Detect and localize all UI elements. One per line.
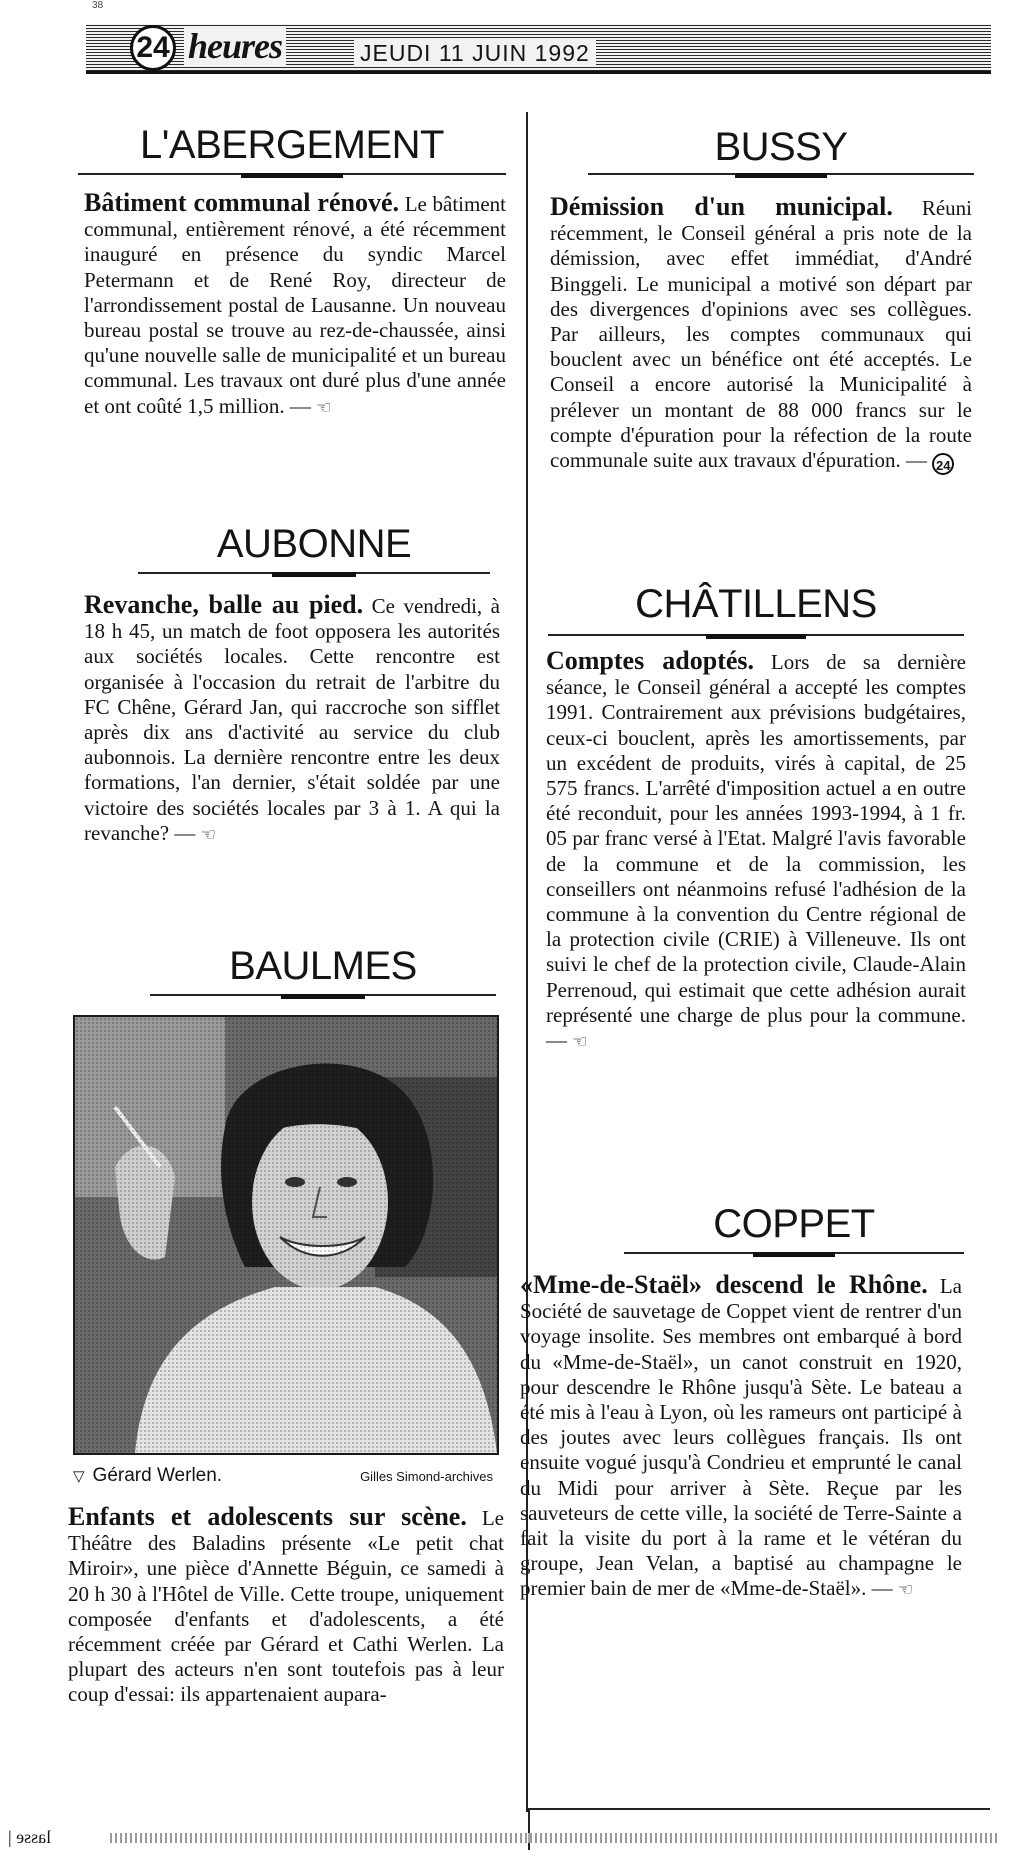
story-body: La Société de sauvetage de Coppet vient de rentrer d'un voyage insolite. Ses membres ont embarqué à bord du «Mme-de-Staël», un canot construit en 1920, pour descendre le Rhône jusqu'à Sète. Le bateau a été mis à l'eau à Lyon, où les rameurs ont participé à des joutes avec leurs collègues français. Ils ont ensuite vogué jusqu'à Condrieu et emprunté le canal du Midi pour arriver à Sète. Reçue par les sauveteurs de cette ville, la société de Terre-Sainte a fait la visite du port à la rame et le vétéran du groupe, Jean Velan, a baptisé au champagne le premier bain de mer de «Mme-de-Staël». — <box>520 1274 962 1601</box>
story-aubonne <box>84 592 500 848</box>
author-sign-24-icon: 24 <box>932 453 954 475</box>
heading-coppet <box>624 1202 964 1254</box>
page-number: 38 <box>92 0 104 11</box>
story-body: Ce vendredi, à 18 h 45, un match de foot opposera les autorités aux sociétés locales. Cette rencontre est organisée à l'occasion du retrait de l'arbitre du FC Chêne, Gérard Jan, qui raccroche son sifflet après dix ans d'activité au service du club aubonnois. La dernière rencontre entre les deux formations, l'an dernier, s'était soldée par une victoire des sociétés locales par 3 à 1. A qui la revanche? — <box>84 594 500 845</box>
story-body: Lors de sa dernière séance, le Conseil général a accepté les comptes 1991. Contrairement aux prévisions budgétaires, ceux-ci bouclent, après les amortissements, par un excédent de produits, virés à capital, de 25 575 francs. L'arrêté d'imposition actuel a en outre été reconduit, pour les années 1993-1994, à 1 fr. 05 par franc versé à l'Etat. Malgré l'avis favorable de la commune et de la commission, les conseillers ont néanmoins refusé l'adhésion de la commune à la convention du Centre régional de la protection civile (CRIE) à Villeneuve. Ils ont suivi le chef de la protection civile, Claude-Alain Perrenoud, qui estimait que cette adhésion aurait représenté une charge de plus pour la commune. — <box>546 650 967 1053</box>
story-headline: «Mme-de-Staël» descend le Rhône. <box>520 1270 928 1299</box>
triangle-icon: ▽ <box>73 1468 85 1485</box>
locality-title: BAULMES <box>229 944 417 988</box>
story-headline: Enfants et adolescents sur scène. <box>68 1502 467 1531</box>
photo-caption <box>73 1465 499 1487</box>
story-headline: Bâtiment communal rénové. <box>84 188 399 217</box>
story-headline: Démission d'un municipal. <box>550 192 893 221</box>
heading-rule <box>78 173 506 175</box>
locality-title: CHÂTILLENS <box>635 582 877 626</box>
heading-abergement <box>78 123 506 175</box>
locality-title: L'ABERGEMENT <box>140 123 444 167</box>
story-body: Réuni récemment, le Conseil général a pris note de la démission, avec effet immédiat, d'André Binggeli. Le municipal a motivé son départ par des divergences d'opinions avec ses collègues. Par ailleurs, les comptes communaux qui bouclent avec un bénéfice ont été acceptés. Le Conseil a encore autorisé la Municipalité à prélever un montant de 88 000 francs sur le compte d'épuration pour la réfection de la route communale suite aux travaux d'épuration. — <box>550 196 972 473</box>
heading-chatillens <box>548 582 964 636</box>
locality-title: AUBONNE <box>216 522 412 566</box>
story-headline: Comptes adoptés. <box>546 646 755 675</box>
issue-date: JEUDI 11 JUIN 1992 <box>354 39 596 67</box>
heading-rule <box>624 1252 964 1254</box>
heading-baulmes <box>150 944 496 996</box>
masthead <box>86 24 991 74</box>
heading-rule <box>548 634 964 636</box>
caption-text: Gérard Werlen. <box>92 1465 223 1486</box>
story-abergement <box>84 190 506 421</box>
photo-credit: Gilles Simond-archives <box>360 1469 493 1484</box>
story-coppet <box>520 1272 962 1604</box>
author-sign-icon: ☜ <box>200 824 216 845</box>
locality-title: BUSSY <box>714 125 848 169</box>
story-headline: Revanche, balle au pied. <box>84 590 364 619</box>
portrait-image <box>75 1017 497 1453</box>
heading-bussy <box>588 125 974 175</box>
bleed-through-text: lasse | <box>8 1827 52 1847</box>
story-body: Le Théâtre des Baladins présente «Le petit chat Miroir», une pièce d'Annette Béguin, ce samedi à 20 h 30 à l'Hôtel de Ville. Cette troupe, uniquement composée d'enfants et d'adolescents, a été récemment créée par Gérard et Cathi Werlen. La plupart des acteurs n'en sont toutefois pas à leur coup d'essai: ils appartenaient aupara- <box>68 1506 505 1707</box>
photo-gerard-werlen <box>73 1015 499 1455</box>
author-sign-icon: ☜ <box>316 397 332 418</box>
heading-rule <box>138 572 490 574</box>
logo-number: 24 <box>130 25 176 71</box>
story-chatillens <box>546 648 966 1055</box>
story-baulmes <box>68 1504 504 1708</box>
footer-strip <box>0 1827 1000 1849</box>
story-body: Le bâtiment communal, entièrement rénové, a été récemment inauguré en présence du syndic Marcel Petermann et de René Roy, directeur de l'arrondissement postal de Lausanne. Un nouveau bureau postal se trouve au rez-de-chaussée, ainsi qu'une nouvelle salle de municipalité et un bureau communal. Les travaux ont duré plus d'une année et ont coûté 1,5 million. — <box>84 192 506 418</box>
heading-aubonne <box>138 522 490 574</box>
logo-word: heures <box>184 26 286 66</box>
story-bussy <box>550 194 972 475</box>
author-sign-icon: ☜ <box>572 1032 588 1053</box>
heading-rule <box>588 173 974 175</box>
heading-rule <box>150 994 496 996</box>
author-sign-icon: ☜ <box>897 1580 914 1601</box>
footer-texture <box>110 1833 1000 1843</box>
locality-title: COPPET <box>713 1202 875 1246</box>
